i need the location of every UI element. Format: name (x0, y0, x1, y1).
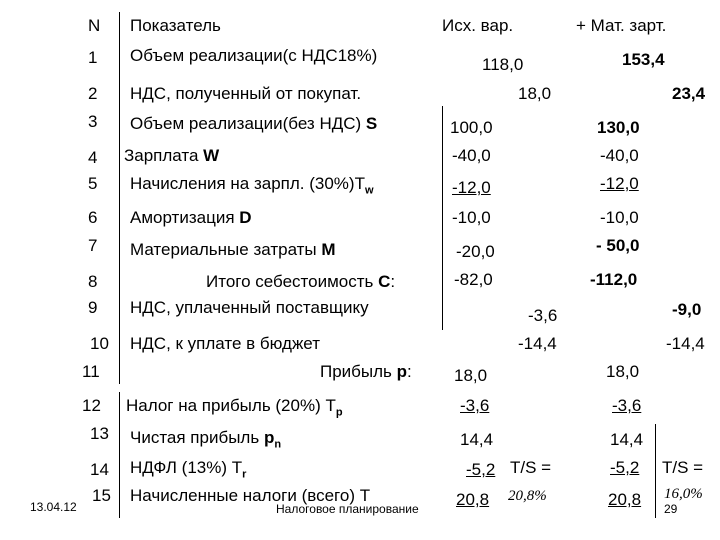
row-10-label: НДС, к уплате в бюджет (130, 334, 320, 353)
footer-page: 29 (664, 502, 678, 516)
row-14-label (130, 458, 246, 484)
vertical-rule-left (119, 12, 120, 384)
row-4-label-text: Зарплата (124, 146, 199, 165)
row-10-base: -14,4 (518, 334, 557, 353)
row-4-label (124, 146, 219, 166)
header-alt: + Мат. зарт. (576, 16, 667, 35)
row-13-base: 14,4 (460, 430, 494, 449)
ratio-base-value: 20,8% (508, 488, 547, 504)
row-15-alt: 20,8 (608, 490, 642, 509)
row-7-n: 7 (88, 236, 98, 255)
vertical-rule-left-lower (119, 392, 120, 518)
row-2-alt: 23,4 (672, 84, 706, 103)
row-13-label (130, 428, 281, 454)
row-11-n: 11 (82, 362, 100, 381)
row-6-alt: -10,0 (600, 208, 639, 227)
header-base: Исх. вар. (442, 16, 514, 35)
row-12-subscript: p (335, 406, 343, 419)
row-7-base: -20,0 (456, 242, 495, 261)
row-1-label: Объем реализации(с НДС18%) (130, 46, 378, 65)
row-15-label: Начисленные налоги (всего) T (130, 486, 371, 505)
row-5-alt: -12,0 (600, 174, 639, 193)
row-3-base: 100,0 (450, 118, 493, 137)
row-6-base: -10,0 (452, 208, 491, 227)
row-12-n: 12 (82, 396, 101, 415)
row-8-symbol: C (378, 272, 391, 291)
row-11-colon: : (407, 362, 412, 381)
row-8-alt: -112,0 (590, 270, 638, 289)
row-8-label-text: Итого себестоимость (206, 272, 374, 291)
row-8-colon: : (390, 272, 396, 291)
row-15-n: 15 (92, 486, 111, 505)
row-8-label (206, 272, 395, 292)
footer-title: Налоговое планирование (276, 502, 419, 516)
row-13-n: 13 (90, 424, 109, 443)
row-14-alt: -5,2 (610, 458, 640, 477)
row-14-base: -5,2 (466, 460, 496, 479)
row-13-subscript: n (274, 438, 282, 451)
row-10-alt: -14,4 (666, 334, 705, 353)
footer-date: 13.04.12 (30, 500, 77, 514)
row-6-n: 6 (88, 208, 98, 227)
row-11-label (320, 362, 412, 382)
row-14-subscript: r (242, 468, 247, 481)
row-2-n: 2 (88, 84, 98, 103)
vertical-rule-mid (442, 106, 443, 330)
row-12-alt: -3,6 (612, 396, 642, 415)
row-5-base: -12,0 (452, 178, 491, 197)
row-3-label-text: Объем реализации(без НДС) (130, 114, 362, 133)
row-9-base: -3,6 (528, 306, 558, 325)
row-15-base: 20,8 (456, 490, 490, 509)
row-4-base: -40,0 (452, 146, 491, 165)
row-13-label-text: Чистая прибыль (130, 428, 260, 447)
row-3-symbol: S (365, 114, 378, 133)
row-7-label-text: Материальные затраты (130, 240, 317, 259)
row-4-alt: -40,0 (600, 146, 639, 165)
row-3-alt: 130,0 (597, 118, 640, 137)
row-6-label-text: Амортизация (130, 208, 235, 227)
row-3-label (130, 114, 377, 134)
row-14-ratio-label-alt: T/S = (662, 458, 704, 477)
row-13-symbol: p (263, 428, 275, 447)
row-2-base: 18,0 (518, 84, 552, 103)
row-13-alt: 14,4 (610, 430, 644, 449)
header-n: N (88, 16, 101, 35)
row-2-label: НДС, полученный от покупат. (130, 84, 362, 103)
row-8-base: -82,0 (454, 270, 493, 289)
row-1-base: 118,0 (482, 55, 524, 74)
row-8-n: 8 (88, 272, 98, 291)
row-6-label (130, 208, 252, 228)
row-14-ratio-label-base: T/S = (510, 458, 552, 477)
vertical-rule-right (655, 424, 656, 518)
row-10-n: 10 (90, 334, 109, 353)
row-11-symbol: p (396, 362, 408, 381)
row-14-label-text: НДФЛ (13%) T (130, 458, 243, 477)
header-indicator: Показатель (130, 16, 221, 35)
ratio-alt-value: 16,0% (664, 486, 703, 502)
row-9-alt: -9,0 (672, 300, 702, 319)
row-11-alt: 18,0 (606, 362, 640, 381)
row-9-label: НДС, уплаченный поставщику (130, 298, 369, 317)
row-4-n: 4 (88, 148, 98, 167)
row-9-n: 9 (88, 298, 98, 317)
row-3-n: 3 (88, 112, 98, 131)
row-7-label (130, 240, 336, 260)
row-11-label-text: Прибыль (320, 362, 392, 381)
row-11-base: 18,0 (454, 366, 488, 385)
row-14-n: 14 (90, 460, 109, 479)
row-7-symbol: M (321, 240, 336, 259)
row-5-label-text: Начисления на зарпл. (30%)T (130, 174, 365, 193)
row-5-n: 5 (88, 174, 98, 193)
row-12-base: -3,6 (460, 396, 490, 415)
row-4-symbol: W (203, 146, 220, 165)
row-5-label (130, 174, 374, 200)
row-7-alt: - 50,0 (596, 236, 640, 255)
row-12-label-text: Налог на прибыль (20%) T (126, 396, 336, 415)
row-6-symbol: D (239, 208, 252, 227)
row-1-alt: 153,4 (622, 50, 665, 69)
row-1-n: 1 (88, 48, 98, 67)
row-5-subscript: w (364, 184, 374, 197)
row-12-label (126, 396, 343, 422)
